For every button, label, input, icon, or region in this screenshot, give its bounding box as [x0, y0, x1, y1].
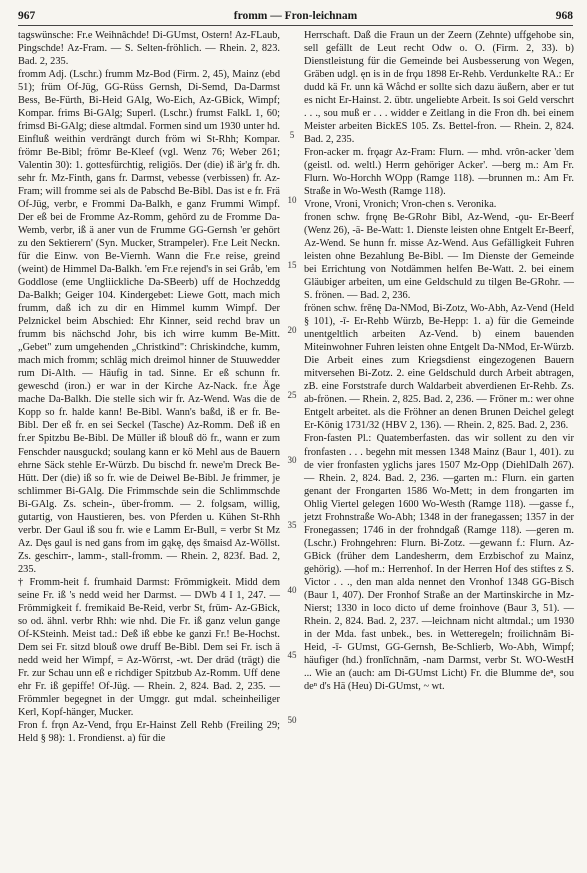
entry-paragraph: tagswünsche: Fr.e Weihnâchde! Di-GUmst, Ostern! Az-FLaub, Pingschde! Az-Fram. — S. Selten-fröhlich. — Rhein. 2, 823. Bad. 2, 235. [18, 30, 280, 68]
page-number-left: 967 [18, 10, 36, 22]
entry-paragraph: fronen schw. frǫnę Be-GRohr Bibl, Az-Wend, -ǫu- Er-Beerf (Wenz 26), -ä- Be-Watt: 1. Dienste leisten ohne Entgelt Er-Beerf, Az-Wend. Se hunn fr. misse Az-Wend. Aus Gefälligkeit Fuhren leisten ohne Bezahlung Be-Bibl. — Im Dienste der Gemeinde bei Errichtung von Notdämmen helfen Be-Watt. 2. bei einem Gläubiger arbeiten, um eine Geldschuld zu tilgen Be-GRohr. — S. frönen. — Bad. 2, 236. [304, 212, 574, 302]
entry-paragraph: † Fromm-heit f. frumhaid Darmst: Frömmigkeit. Midd dem seine Fr. iß 's nedd weid her Darmst. — DWb 4 I 1, 247. — Frömmigkeit f. fremikaid Be-Reid, verbr St, früm- Az-GBick, so od. ähnl. verbr Rhh: wie nhd. Die Fr. iß ganz velun gange Of-KSteinh. Meist tad.: Deß iß ebbe ke ganzi Fr.! Be-Hochst. Dem sei Fr. sitzd blouß owe druff Be-Bibl. Dem sei Fr. isch ä nedd weid her Wimpf, = Az-Wörrst, -wt. Der dräd (trägt) die Fr. zur Schau unn eß e richdiger Spitzbub Az-Romm. Uff dene ehr Fr. iß gepiffe! Of-Jüg. — Rhein. 2, 824. Bad. 2, 235. — Frömmler begegnet in der Umggr. gut mdal. scheinheiliger Kerl, Kopf-hänger, Mucker. [18, 576, 280, 718]
entry-paragraph: Herrschaft. Daß die Fraun un der Zeern (Zehnte) uffgehobe sin, sell gefällt de Leut recht Odw o. O. (Firm. 2, 33). b) Dienstleistung für die Gemeinde bei Ausbesserung von Wegen, Gräben udgl. ęn is in de frǫu 1898 Er-Rehb. Verdunkelte RA.: Er dudd kä Fr. unn kä Wåchd er sollte sich dazu äußern, aber er tut es nicht Er-Hainst. 2. übtr. ungeliebte Arbeit. Is soi Geld verschrt . . ., sou muß er . . . widder e Zeitlang in die Fron dh. bei einem Meister arbeiten BickES 105. Zs. Bettel-fron. — Rhein. 2, 824. Bad. 2, 235. [304, 30, 574, 146]
right-column [304, 29, 574, 693]
line-number: 45 [287, 650, 297, 660]
line-number: 30 [287, 455, 297, 465]
line-number: 20 [287, 325, 297, 335]
line-number: 5 [289, 130, 295, 140]
page-header [18, 6, 573, 26]
entry-paragraph: Vrone, Vroni, Vronich; Vron-chen s. Veronika. [304, 199, 497, 211]
line-number: 15 [287, 260, 297, 270]
line-number: 40 [287, 585, 297, 595]
page-number-right: 968 [555, 10, 573, 22]
line-number: 10 [287, 195, 297, 205]
entry-paragraph: Fron-fasten Pl.: Quatemberfasten. das wir sollent zu den vir fronfasten . . . begehn mit messen 1348 Mainz (Baur 1, 401). zu de vier fronfasten yglichs jares 1507 Mz-Opp (DiehlDalh 267). — Rhein. 2, 824. Bad. 2, 236. —garten m.: Flurn. ein garten genant der Frongarten 1586 Wo-Mett; in dem frongarten im Ohlig Viertel gelegen 1600 Wo-Westh (Ramge 118). —gasse f., jetzt Frohnstraße Wo-Abh; 1348 in der franegassen; 1357 in der Fronegassen; 1746 in der frohndgaß (Ramge 118). —geren m. (Lschr.) Frohngehren: Flurn. Bi-Zotz. —gewann f.: Flurn. Az-GBick (früher dem Landesherrn, dem Erzbischof zu Mainz, gehörig). —hof m.: Herrenhof. In der Herren Hof des stiftes z S. Victor . . ., den man alda nennet den Vronhof 1348 GG-Bisch (Baur 1, 407). Der Fronhof Straße an der Martinskirche in Mz-Nierst; 1330 in loco dicto uf deme froinhove (Baur 3, 51). — Rhein. 2, 824. Bad. 2, 237. —leichnam nicht altmdal.; um 1930 in der Mda. fast unbek., bes. in Wetteregeln; froilichnâm Bi-Heid, -ī- GUmst, GG-Gernsh, Be-Schlierb, Wo-Abh, Wimpf; häufiger (hd.) fronlīchnām, -nam Darmst, verbr St. WO-WestH ... Wie an (auch: am Di-GUmst Licht) Fr. die Blumme deⁿ, sou deⁿ d's Hä (Heu) Di-GUmst, ~ wt. [304, 433, 574, 692]
entry-paragraph: Fron f. frǫn Az-Vend, frǫu Er-Hainst Zell Rehb (Freiling 29; Held § 98): 1. Frondienst. a) für die [18, 719, 280, 744]
line-number: 35 [287, 520, 297, 530]
line-number: 25 [287, 390, 297, 400]
entry-paragraph: frönen schw. frēnę Da-NMod, Bi-Zotz, Wo-Abh, Az-Vend (Held § 101), -ī- Er-Rehb Würzb, Be-Hepp: 1. a) für die Gemeinde unentgeltlich arbeiten Az-Vend. b) einem bauenden Miteinwohner Fuhren leisten ohne Entgelt Da-NMod, Er-Würzb. Die Arbeit eines zum Kriegsdienst eingezogenen Bauern mitversehen Bi-Zotz. 2. eine Geldschuld durch Arbeit abtragen, zB. eine Forststrafe durch Waldarbeit abverdienen Er-Rehb. Zs. ab-frönen. — Rhein. 2, 825. Bad. 2, 236. — Fröner m.: wer ohne Entgelt arbeitet. als die Fröhner an denen Brunen Deichel gelegt Er-König 1731/32 (HBV 2, 136). — Rhein. 2, 825. Bad. 2, 236. [304, 303, 574, 432]
entry-paragraph: fromm Adj. (Lschr.) frumm Mz-Bod (Firm. 2, 45), Mainz (ebd 51); früm Of-Jüg, GG-Rüss Gernsh, Di-Semd, Da-Darmst Bess, Be-Fürth, Bi-Heid GAlg, Wo-Eich, Az-GBick, Wimpf; Kompar. frims Bi-GAlg; Superl. (Lschr.) frumst FalkL 1, 60; frimsd Bi-GAlg; diese altmdal. Formen sind um 1930 unter hd. Einfluß weithin verdrängt durch fröm wi St-Rhh; Kompar. frömr Be-Bibl; frömr Be-Kleef (vgl. Wenz 76; Weber 261; Valentin 30): 1. gottesfürchtig, religiös. Der (die) iß är'g fr. dh. sehr fr. Mz-Finth, gans fr. Darmst, vebesse (verbissen) fr. Az-Fram; will fromme sei als de Pabschd Be-Bibl. Das ist e fr. Frä Of-Jüg, verbr, e Frommi Da-Balkh, e ganz Frummi Wimpf. Der eß bei de Fromme Az-Romm, gehörd zu de Fromme Da-Wemb, verbr, iß ä aner vun de Frumme GG-Gernsh 'er gehört zu den Sektierern' (Syn. Mucker, Strampeler). Fr.e Leit Neckn. für die Einw. von Be-Viernh. Wann die Fr.e reise, greind (weint) de Himmel Da-Balkh. 'em Fr.e rejend's in sei Gråb, 'em Goddlose (eme Ungliickliche Da-SBeerb) uff de Hochzeddg Da-Balkh; Geiger 104. Kindergebet: Liewe Gott, mach mich frumm, daß ich zu dir en Himmel kumm Wimpf. Der Pelznickel beim Abschied: Ehr Kinner, seid rechd brav un frumm bis nächschd Johr, bis ich wirre kumm Be-Mitt. „Gebet" zum umgehenden „Christkind": Chriskindche, kumm, mach mich fromm; schläg mich dreimol hinner de Stuuwedder rum Di-Alth. — Häufig in tad. Sinne. Er eß schunn fr. geweschd (iron.) er war in der Kirche Az-Nack. fr.e Äge mache Da-Balkh. Die stelle sich wir fr. Az-Wend. Was die de Kopp so fr. halde kann! Be-Bibl. Wann's baßd, iß er fr. Be-Bibl. Der eß fr. en sei Seckel (Tasche) Az-Romm. Deß iß en fr.er Spitzbu Be-Bibl. De Müller iß blouß dö fr., wann er zum Fenschder nausguckd; soulang kann er kö Mehl aus de Bauern ehrne Säck stehle Er-Würzb. Du bischd fr. newe'm Dreck Be-Hütt. Der (die) iß so fr. wie de Deiwel Be-Bibl. Je frimmer, je schlimmer Bi-GAlg. Die Frimmschde sein die Schlimmschde Bi-GAlg. Zs. schein-, über-fromm. — 2. folgsam, willig, gutartig, von Haustieren, bes. von Pferden u. Kühen St-Rhh verbr. Der Gaul iß sou fr. wie e Lamm Er-Bull, = verbr St Mz Az. Dęs gaul is ned gans from im gąkę, dęs šmaisd Az-Wöllst. Zs. geschirr-, lamm-, stall-fromm. — Rhein. 2, 823f. Bad. 2, 235. [18, 69, 280, 575]
running-head: fromm — Fron-leichnam [233, 10, 358, 22]
left-column [18, 29, 280, 745]
header-rule [18, 25, 573, 26]
entry-paragraph: Fron-acker m. frǫagr Az-Fram: Flurn. — mhd. vrôn-acker 'dem (geistl. od. weltl.) Herrn gehöriger Acker'. —berg m.: Am Fr. Flurn. Wo-Horchh WOpp (Ramge 118). —brunnen m.: Am Fr. Straße in Wo-Westh (Ramge 118). [304, 147, 574, 198]
line-number: 50 [287, 715, 297, 725]
